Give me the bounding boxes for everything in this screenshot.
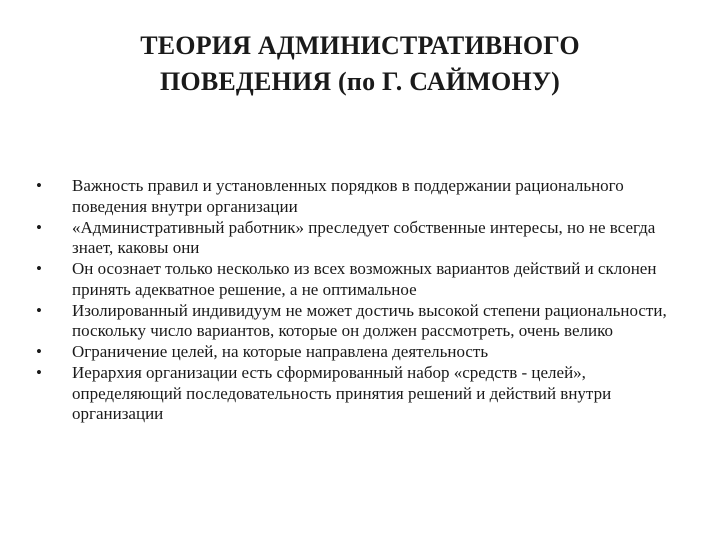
bullet-item-hierarchy — [36, 363, 686, 425]
bullet-icon: • — [36, 259, 42, 278]
slide-title — [60, 28, 660, 100]
bullet-text: Важность правил и установленных порядков в поддержании рационального поведения внутри организации — [72, 176, 624, 216]
bullet-list — [36, 176, 686, 425]
bullet-text: «Административный работник» преследует собственные интересы, но не всегда знает, каковы они — [72, 217, 656, 257]
bullet-item-options — [36, 259, 686, 300]
bullet-icon: • — [36, 176, 42, 195]
title-line-1: ТЕОРИЯ АДМИНИСТРАТИВНОГО — [140, 31, 580, 60]
bullet-text: Он осознает только несколько из всех возможных вариантов действий и склонен принять адекватное решение, а не оптимальное — [72, 259, 657, 299]
bullet-item-isolated-individual — [36, 301, 686, 342]
title-line-2: ПОВЕДЕНИЯ (по Г. САЙМОНУ) — [159, 67, 561, 96]
bullet-item-admin-worker — [36, 218, 686, 259]
bullet-icon: • — [36, 217, 42, 237]
bullet-icon: • — [36, 363, 42, 382]
bullet-item-goal-limits — [36, 342, 686, 363]
bullet-item-rules — [36, 176, 686, 217]
bullet-icon: • — [36, 342, 42, 361]
bullet-text: Изолированный индивидуум не может достичь высокой степени рациональности, поскольку число вариантов, которые он должен рассмотреть, очень велико — [72, 300, 667, 340]
bullet-icon: • — [36, 300, 42, 320]
bullet-text: Ограничение целей, на которые направлена деятельность — [72, 342, 489, 361]
bullet-text: Иерархия организации есть сформированный набор «средств - целей», определяющий последовательность принятия решений и действий внутри организации — [72, 363, 612, 423]
